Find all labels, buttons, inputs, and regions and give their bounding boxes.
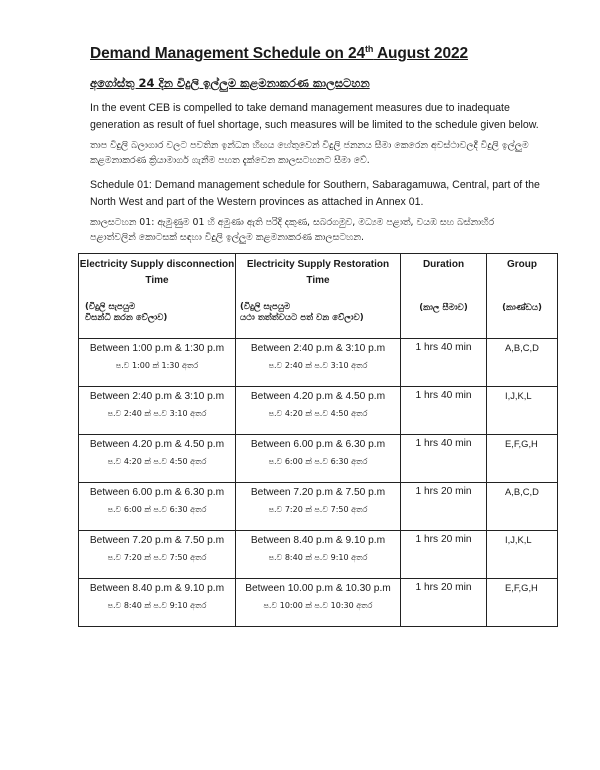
group-cell: I,J,K,L — [487, 531, 558, 579]
header-restoration-si-1: (විදුලි සැපයුම — [240, 302, 291, 312]
header-restoration — [236, 254, 401, 339]
restoration-cell: Between 8.40 p.m & 9.10 p.m ප.ව 8:40 ක් ප.ව 9:10 අතර — [236, 531, 401, 579]
duration-cell: 1 hrs 40 min — [401, 339, 487, 387]
schedule-paragraph-en: Schedule 01: Demand management schedule for Southern, Sabaragamuwa, Central, part of the North West and part of the Western provinces as attached in Annex 01. — [90, 179, 540, 208]
header-disconnection-si-1: (විදුලි සැපයුම — [85, 302, 136, 312]
group-cell: I,J,K,L — [487, 387, 558, 435]
duration-cell: 1 hrs 20 min — [401, 483, 487, 531]
restoration-cell: Between 7.20 p.m & 7.50 p.m ප.ව 7:20 ක් ප.ව 7:50 අතර — [236, 483, 401, 531]
header-duration-en: Duration — [422, 259, 465, 270]
group-cell: E,F,G,H — [487, 579, 558, 627]
duration-cell: 1 hrs 40 min — [401, 387, 487, 435]
header-group — [487, 254, 558, 339]
disconnection-cell: Between 4.20 p.m & 4.50 p.m ප.ව 4:20 ක් ප.ව 4:50 අතර — [79, 435, 236, 483]
table-row — [79, 483, 558, 531]
intro-paragraph-si: තාප විදුලි බලාගාර වලට පවතින ඉන්ධන හිඟය හේතුවෙන් විදුලි ජනනය සීමා කෙරෙන අවස්ථාවලදී විදුලි ඉල්ලුම කළමනාකරණ ක්‍රියාමාර්ග ගැනීම පහත දැක්වෙන කාලසටහනට සීමා වේ. — [90, 140, 529, 166]
restoration-cell: Between 4.20 p.m & 4.50 p.m ප.ව 4:20 ක් ප.ව 4:50 අතර — [236, 387, 401, 435]
header-duration — [401, 254, 487, 339]
group-cell: A,B,C,D — [487, 483, 558, 531]
header-group-en: Group — [507, 259, 537, 270]
header-disconnection-en: Electricity Supply disconnection Time — [79, 259, 235, 286]
schedule-table — [78, 253, 558, 627]
header-restoration-si-2: යථා තත්ත්වයට පත් වන වේලාව) — [240, 313, 364, 323]
group-cell: A,B,C,D — [487, 339, 558, 387]
header-group-si: (කාණ්ඩය) — [502, 303, 542, 313]
header-restoration-en: Electricity Supply Restoration Time — [246, 259, 390, 286]
restoration-cell: Between 10.00 p.m & 10.30 p.m ප.ව 10:00 ක් ප.ව 10:30 අතර — [236, 579, 401, 627]
table-row — [79, 579, 558, 627]
page-title: Demand Management Schedule on 24th August 2022 — [90, 44, 469, 63]
disconnection-cell: Between 6.00 p.m & 6.30 p.m ප.ව 6:00 ක් ප.ව 6:30 අතර — [79, 483, 236, 531]
disconnection-cell: Between 8.40 p.m & 9.10 p.m ප.ව 8:40 ක් ප.ව 9:10 අතර — [79, 579, 236, 627]
restoration-cell: Between 2:40 p.m & 3:10 p.m ප.ව 2:40 ක් ප.ව 3:10 අතර — [236, 339, 401, 387]
disconnection-cell: Between 2:40 p.m & 3:10 p.m ප.ව 2:40 ක් ප.ව 3:10 අතර — [79, 387, 236, 435]
disconnection-cell: Between 1:00 p.m & 1:30 p.m ප.ව 1:00 ක් 1:30 අතර — [79, 339, 236, 387]
table-row — [79, 339, 558, 387]
header-disconnection-si-2: විසන්ධි කරන වේලාව) — [85, 313, 168, 323]
intro-paragraph-en: In the event CEB is compelled to take demand management measures due to inadequate generation as result of fuel shortage, such measures will be limited to the schedule given below. — [90, 102, 539, 131]
disconnection-cell: Between 7.20 p.m & 7.50 p.m ප.ව 7:20 ක් ප.ව 7:50 අතර — [79, 531, 236, 579]
duration-cell: 1 hrs 40 min — [401, 435, 487, 483]
sinhala-title: අගෝස්තු 24 දින විදුලි ඉල්ලුම කළමනාකරණ කාලසටහන — [90, 76, 370, 90]
table-row — [79, 435, 558, 483]
table-row — [79, 387, 558, 435]
duration-cell: 1 hrs 20 min — [401, 579, 487, 627]
restoration-cell: Between 6.00 p.m & 6.30 p.m ප.ව 6:00 ක් ප.ව 6:30 අතර — [236, 435, 401, 483]
group-cell: E,F,G,H — [487, 435, 558, 483]
table-header-row — [79, 254, 558, 339]
header-disconnection — [79, 254, 236, 339]
schedule-paragraph-si: කාලසටහන 01: ඇමුණුම 01 හි අමුණා ඇති පරිදි දකුණ, සබරගමුව, මධ්‍යම පළාත්, වයඹ සහ බස්නාහිර පළාත්වලින් කොටසක් සඳහා විදුලි ඉල්ලුම කළමනාකරණ කාලසටහන. — [90, 217, 495, 243]
duration-cell: 1 hrs 20 min — [401, 531, 487, 579]
header-duration-si: (කාල සීමාව) — [419, 303, 468, 313]
table-row — [79, 531, 558, 579]
